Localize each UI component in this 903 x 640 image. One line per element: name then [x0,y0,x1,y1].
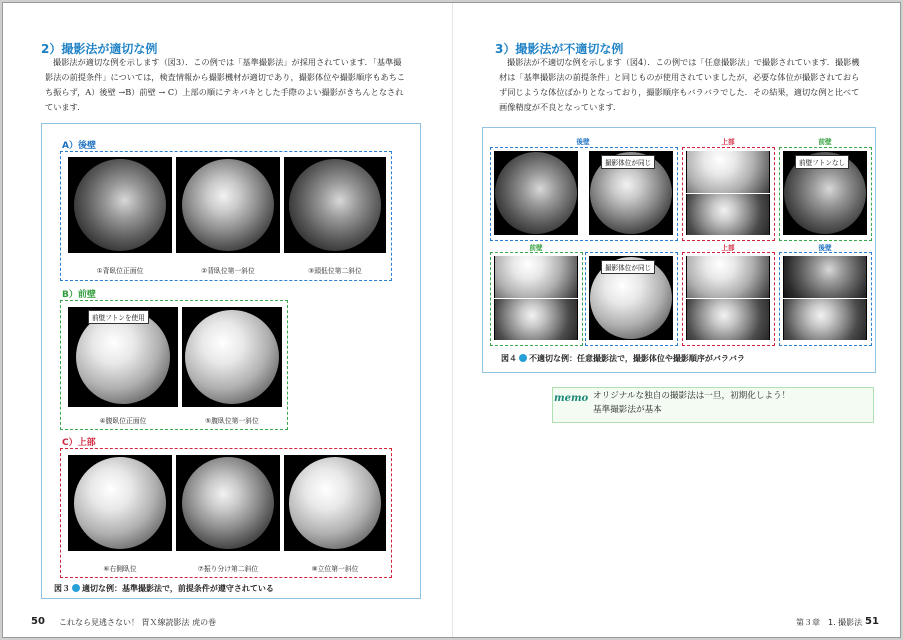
figure-3-text: 適切な例：基準撮影法で，前提条件が遵守されている [82,584,274,593]
caption-a1: ①背臥位正面位 [96,267,144,275]
gutter [452,3,453,637]
book-spread [2,2,901,638]
fig4-label-anterior-top: 前壁 [818,138,832,146]
caption-c1: ⑥右側臥位 [103,565,137,573]
figure-3 [41,123,421,599]
fig4-label-posterior-top: 後壁 [576,138,590,146]
fig4-label-upper-bottom: 上部 [721,244,735,252]
left-page-number: 50 [31,616,45,627]
right-para-line-2: 材は「基準撮影法の前提条件」と同じものが使用されていましたが，必要な体位が撮影されておら [499,72,860,82]
fig4-xray-3 [686,151,770,235]
xray-a3 [284,157,386,253]
fig4-label-posterior-bottom: 後壁 [818,244,832,252]
caption-a2: ②背臥位第一斜位 [201,267,255,275]
right-footer-chapter: 第３章 1. 撮影法 [796,618,863,627]
caption-bullet-icon [72,584,80,592]
left-para-line-3: ち振らず，A）後壁 →B）前壁 → C）上部の順にテキパキとした手際のよい撮影がきちんとなされ [45,87,404,97]
caption-b2: ⑤腹臥位第一斜位 [205,417,259,425]
right-page-number: 51 [865,616,879,627]
section-a-label: A）後壁 [62,141,96,151]
left-heading: 2）撮影法が適切な例 [41,42,158,56]
figure-4 [482,127,876,373]
caption-bullet-icon [519,354,527,362]
xray-c3 [284,455,386,551]
fig4-xray-1 [494,151,578,235]
section-b-label: B）前壁 [62,290,96,300]
xray-a2 [176,157,280,253]
caption-b1: ④腹臥位正面位 [99,417,147,425]
fig4-xray-5 [494,256,578,340]
fig4-xray-7 [686,256,770,340]
left-para-line-4: ています． [45,102,86,112]
right-heading: 3）撮影法が不適切な例 [495,42,624,56]
fig4-label-upper-top: 上部 [721,138,735,146]
fig4-label-anterior-bottom: 前壁 [529,244,543,252]
left-para-line-2: 影法の前提条件」については，検査情報から撮影機材が適切であり，撮影体位や撮影順序もあちこ [45,72,406,82]
caption-c3: ⑧立位第一斜位 [311,565,359,573]
right-para-line-4: 画像精度が不良となっています． [499,102,622,112]
left-para-line-1: 撮影法が適切な例を示します（図3）．この例では「基準撮影法」が採用されています．「基準撮 [53,57,402,67]
xray-c1 [68,455,172,551]
memo-line-1: オリジナルな独自の撮影法は一旦，初期化しよう！ [593,391,791,401]
figure-3-caption [54,583,274,594]
xray-a1 [68,157,172,253]
figure-4-text: 不適切な例：任意撮影法で，撮影体位や撮影順序がバラバラ [529,354,745,363]
xray-b2 [182,307,282,407]
memo-line-2: 基準撮影法が基本 [593,405,662,415]
right-paragraph [499,55,877,115]
figure-4-caption [501,353,745,364]
fig4-tag-same-position-1: 撮影体位が同じ [601,155,655,169]
fig4-tag-same-position-2: 撮影体位が同じ [601,260,655,274]
tag-anterior-cushion: 前壁フトンを使用 [88,310,149,324]
caption-c2: ⑦振り分け第二斜位 [197,565,259,573]
left-paragraph [45,55,417,115]
right-para-line-1: 撮影法が不適切な例を示します（図4）．この例では「任意撮影法」で撮影されています．撮影機 [507,57,860,67]
section-c-label: C）上部 [62,438,96,448]
fig4-xray-8 [783,256,867,340]
caption-a3: ③頭低位第二斜位 [308,267,362,275]
figure-4-number: 図４ [501,354,517,363]
right-para-line-3: ず同じような体位ばかりとなっており，撮影順序もバラバラでした．その結果，適切な例と比べて [499,87,860,97]
figure-3-number: 図３ [54,584,70,593]
xray-c2 [176,455,280,551]
memo-label: memo [554,393,589,404]
left-footer-title: これなら見逃さない！ 胃Ｘ線読影法 虎の巻 [59,618,217,627]
fig4-tag-no-cushion: 前壁フトンなし [795,155,849,169]
